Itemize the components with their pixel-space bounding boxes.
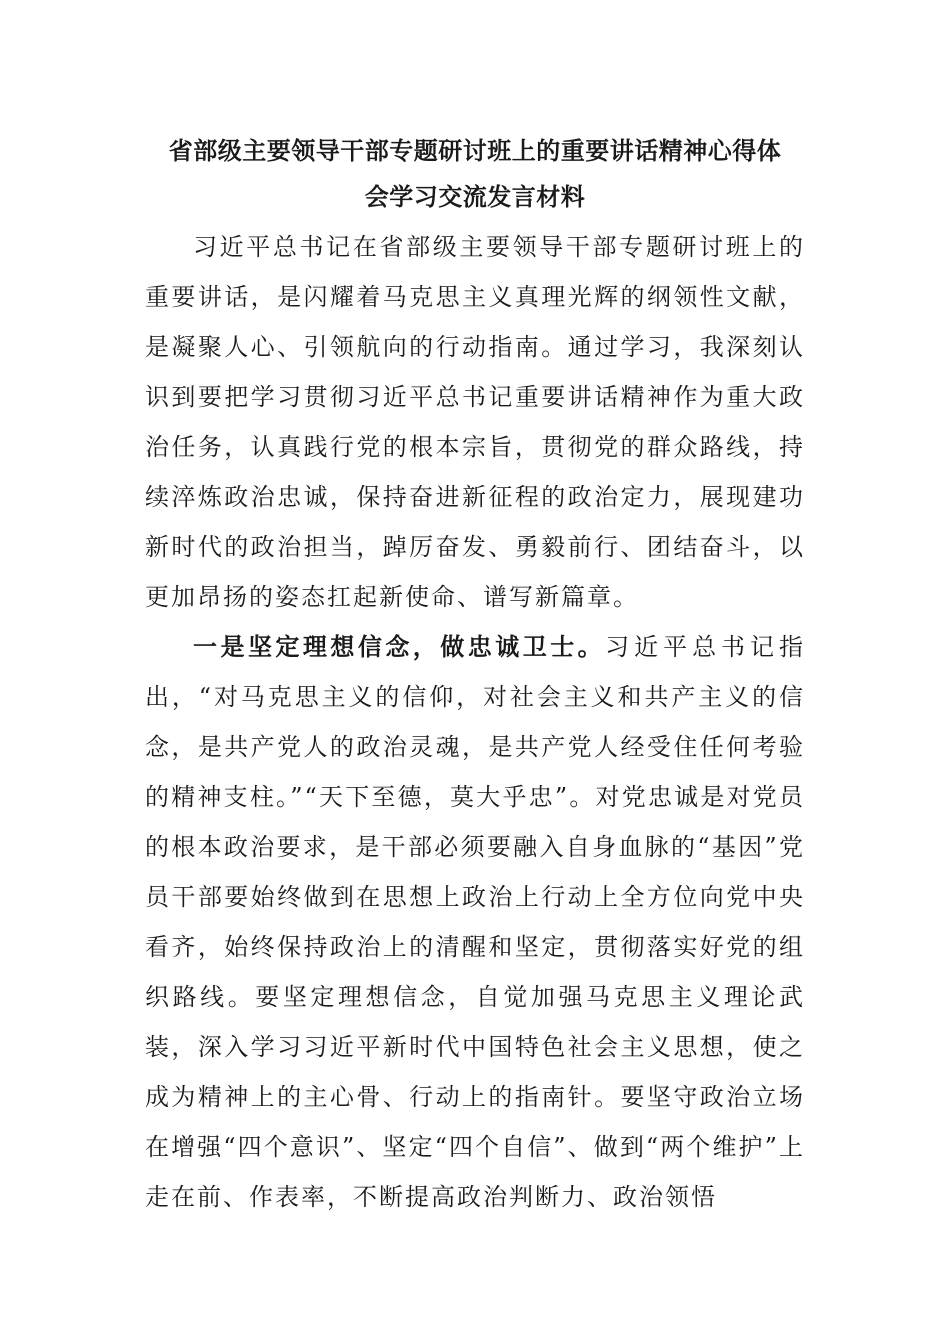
paragraph-lead-heading: 一是坚定理想信念，做忠诚卫士。 <box>193 633 606 661</box>
title-line-2: 会学习交流发言材料 <box>364 183 586 211</box>
document-page <box>145 128 805 1222</box>
document-title <box>145 128 805 220</box>
paragraph-body: 习近平总书记指出，“对马克思主义的信仰，对社会主义和共产主义的信念，是共产党人的政治灵魂，是共产党人经受住任何考验的精神支柱。”“天下至德，莫大乎忠”。对党忠诚是对党员的根本政治要求，是干部必须要融入自身血脉的“基因”党员干部要始终做到在思想上政治上行动上全方位向党中央看齐，始终保持政治上的清醒和坚定，贯彻落实好党的组织路线。要坚定理想信念，自觉加强马克思主义理论武装，深入学习习近平新时代中国特色社会主义思想，使之成为精神上的主心骨、行动上的指南针。要坚守政治立场在增强“四个意识”、坚定“四个自信”、做到“两个维护”上走在前、作表率，不断提高政治判断力、政治领悟 <box>145 633 806 1211</box>
paragraph-point-one <box>145 622 805 1222</box>
title-line-1: 省部级主要领导干部专题研讨班上的重要讲话精神心得体 <box>168 137 782 165</box>
paragraph-intro: 习近平总书记在省部级主要领导干部专题研讨班上的重要讲话，是闪耀着马克思主义真理光辉的纲领性文献，是凝聚人心、引领航向的行动指南。通过学习，我深刻认识到要把学习贯彻习近平总书记重要讲话精神作为重大政治任务，认真践行党的根本宗旨，贯彻党的群众路线，持续淬炼政治忠诚，保持奋进新征程的政治定力，展现建功新时代的政治担当，踔厉奋发、勇毅前行、团结奋斗，以更加昂扬的姿态扛起新使命、谱写新篇章。 <box>145 233 805 611</box>
